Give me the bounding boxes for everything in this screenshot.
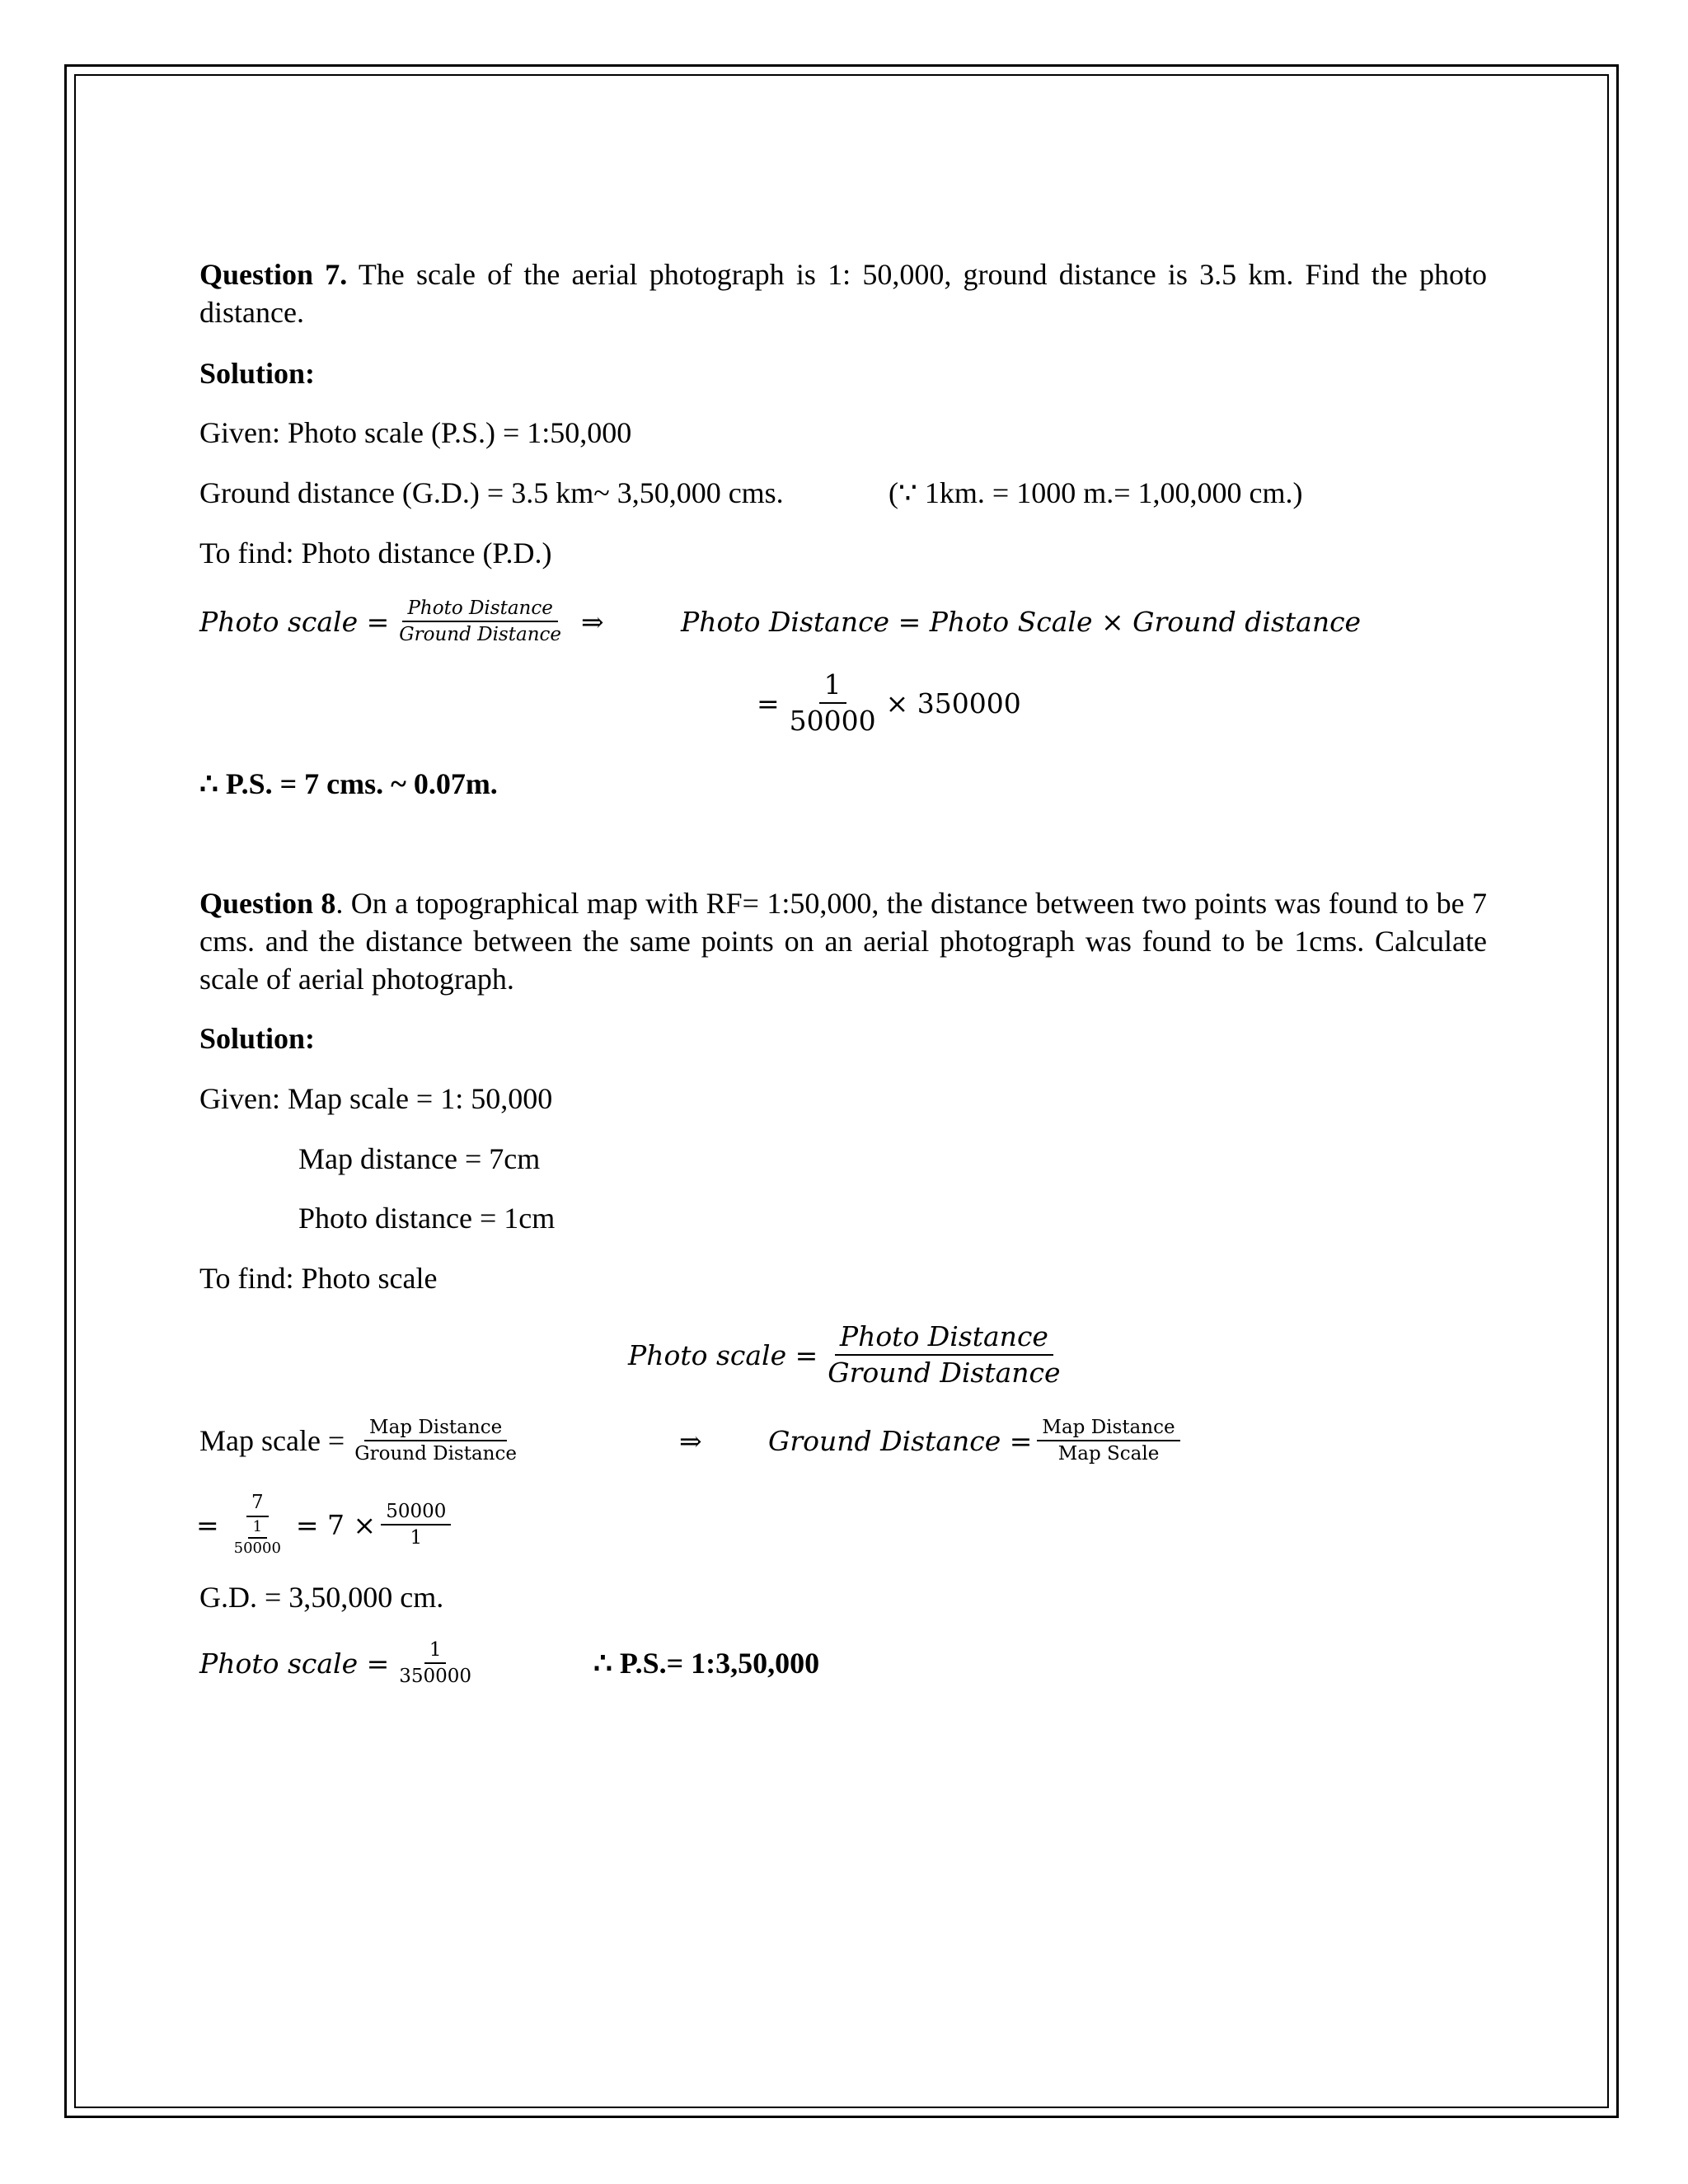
- compound-fraction: [224, 1492, 291, 1558]
- fraction-numerator: 1: [819, 669, 846, 704]
- implies-symbol: ⇒: [679, 1424, 702, 1457]
- fraction-numerator: Map Distance: [364, 1417, 507, 1441]
- fraction-denominator: [224, 1517, 291, 1558]
- equation-ground-distance: [768, 1409, 1185, 1472]
- fraction-numerator: Map Distance: [1037, 1417, 1179, 1441]
- photo-distance-line: Photo distance = 1cm: [298, 1202, 556, 1235]
- question-7-label: Question 7.: [199, 258, 348, 291]
- equation-lhs: Photo scale =: [199, 605, 390, 638]
- fraction-numerator: 50000: [381, 1501, 451, 1526]
- fraction: [823, 1321, 1065, 1389]
- given-line: Given: Map scale = 1: 50,000: [199, 1082, 553, 1115]
- answer-7: ∴ P.S. = 7 cms. ~ 0.07m.: [199, 767, 498, 800]
- equation-photo-scale-result: [199, 1632, 481, 1694]
- fraction-denominator: Ground Distance: [399, 624, 562, 645]
- equation-lhs: Photo scale =: [199, 1647, 390, 1680]
- multiplier: × 350000: [885, 687, 1021, 719]
- equation-photo-distance: Photo Distance = Photo Scale × Ground distance: [681, 605, 1362, 638]
- equals-sign: =: [757, 687, 780, 719]
- equation-lhs: Photo scale =: [628, 1338, 818, 1371]
- implies-symbol: ⇒: [581, 605, 604, 638]
- fraction: [394, 598, 566, 646]
- question-8-label: Question 8: [199, 887, 336, 920]
- equation-map-scale: [199, 1409, 527, 1472]
- to-find-line: To find: Photo distance (P.D.): [199, 537, 552, 569]
- multiplier: = 7 ×: [295, 1508, 377, 1541]
- fraction-numerator: 1: [424, 1639, 447, 1664]
- question-7-text: [199, 255, 1487, 331]
- equals-sign: =: [196, 1508, 219, 1541]
- ground-distance-line: Ground distance (G.D.) = 3.5 km~ 3,50,000 cms.: [199, 476, 784, 509]
- fraction-denominator: Ground Distance: [354, 1443, 517, 1465]
- fraction-denominator: 1: [410, 1527, 423, 1549]
- equation-compound-fraction: [196, 1490, 456, 1559]
- inner-fraction: [229, 1519, 286, 1558]
- inner-numerator: 1: [248, 1519, 267, 1540]
- map-distance-line: Map distance = 7cm: [298, 1142, 541, 1175]
- conversion-note: (∵ 1km. = 1000 m.= 1,00,000 cm.): [889, 476, 1303, 509]
- fraction: [785, 669, 881, 737]
- fraction-denominator: Ground Distance: [828, 1357, 1061, 1389]
- question-8-body: . On a topographical map with RF= 1:50,000, the distance between two points was found to be 7 cms. and the distance between the same points on an aerial photograph was found to be 1cms. Calculate scale of aerial photograph.: [199, 887, 1488, 996]
- fraction-numerator: Photo Distance: [835, 1321, 1053, 1356]
- fraction: [394, 1639, 476, 1688]
- inner-denominator: 50000: [233, 1540, 281, 1558]
- fraction-denominator: 350000: [399, 1666, 472, 1687]
- fraction-numerator: 7: [246, 1492, 269, 1516]
- given-line: Given: Photo scale (P.S.) = 1:50,000: [199, 416, 632, 449]
- answer-8: ∴ P.S.= 1:3,50,000: [593, 1647, 820, 1680]
- equation-photo-scale: [199, 587, 614, 656]
- question-7-body: The scale of the aerial photograph is 1: 50,000, ground distance is 3.5 km. Find the photo distance.: [199, 258, 1487, 329]
- fraction: [1037, 1417, 1179, 1465]
- equation-lhs: Map scale =: [199, 1424, 345, 1457]
- equation-substitution: [757, 666, 1021, 740]
- equation-photo-scale: [628, 1314, 1071, 1396]
- solution-heading: Solution:: [199, 357, 316, 390]
- gd-result-line: G.D. = 3,50,000 cm.: [199, 1581, 444, 1614]
- fraction-numerator: Photo Distance: [402, 598, 557, 622]
- equation-lhs: Ground Distance =: [768, 1424, 1033, 1457]
- fraction-denominator: 50000: [789, 705, 876, 737]
- to-find-line: To find: Photo scale: [199, 1262, 438, 1295]
- question-8-text: [199, 884, 1487, 998]
- solution-heading: Solution:: [199, 1022, 316, 1055]
- fraction-denominator: Map Scale: [1057, 1443, 1160, 1465]
- fraction: [381, 1501, 451, 1549]
- fraction: [349, 1417, 522, 1465]
